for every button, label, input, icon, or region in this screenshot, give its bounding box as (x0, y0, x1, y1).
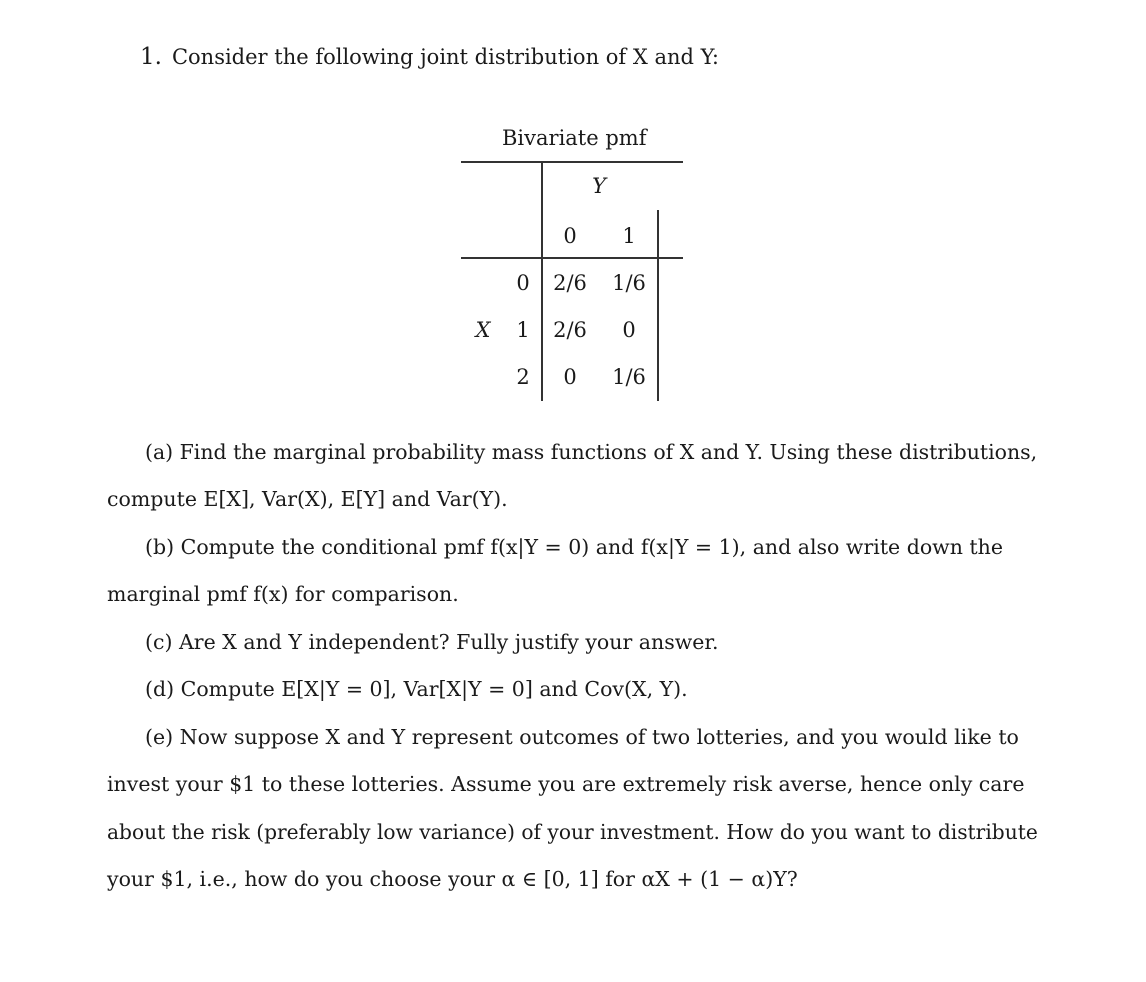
part-b-line-2: marginal pmf f(x) for comparison. (107, 582, 459, 606)
table-cell: 1/6 (612, 365, 646, 389)
part-e-line-1: (e) Now suppose X and Y represent outcomes of two lotteries, and you would like to (145, 725, 1019, 749)
part-d-line-1: (d) Compute E[X|Y = 0], Var[X|Y = 0] and Cov(X, Y). (145, 677, 688, 701)
part-a-line-2: compute E[X], Var(X), E[Y] and Var(Y). (107, 487, 508, 511)
part-c-line-1: (c) Are X and Y independent? Fully justify your answer. (145, 630, 719, 654)
table-header-rule (461, 257, 683, 259)
question-number: 1. (140, 44, 162, 70)
part-a-line-1: (a) Find the marginal probability mass functions of X and Y. Using these distributions, (145, 440, 1038, 464)
table-cell: 2/6 (553, 271, 587, 295)
question-intro: Consider the following joint distribution of X and Y: (171, 45, 719, 69)
part-e-line-4: your $1, i.e., how do you choose your α ∈ [0, 1] for αX + (1 − α)Y? (107, 867, 798, 891)
table-cell: 0 (563, 365, 577, 389)
row-variable-label: X (475, 318, 491, 342)
table-right-vrule (657, 210, 659, 401)
question-heading (140, 44, 719, 70)
row-label: 0 (516, 271, 530, 295)
table-caption: Bivariate pmf (502, 126, 647, 150)
row-label: 2 (516, 365, 530, 389)
table-cell: 1/6 (612, 271, 646, 295)
table-cell: 2/6 (553, 318, 587, 342)
table-cell: 0 (622, 318, 636, 342)
column-header: 0 (563, 224, 577, 248)
part-b-line-1: (b) Compute the conditional pmf f(x|Y = 0) and f(x|Y = 1), and also write down the (145, 535, 1004, 559)
part-e-line-2: invest your $1 to these lotteries. Assume you are extremely risk averse, hence only care (107, 772, 1025, 796)
table-left-vrule (541, 162, 543, 401)
column-variable-label: Y (592, 174, 606, 198)
row-label: 1 (516, 318, 530, 342)
part-e-line-3: about the risk (preferably low variance) of your investment. How do you want to distribute (107, 820, 1038, 844)
column-header: 1 (622, 224, 636, 248)
table-top-rule (461, 161, 683, 163)
